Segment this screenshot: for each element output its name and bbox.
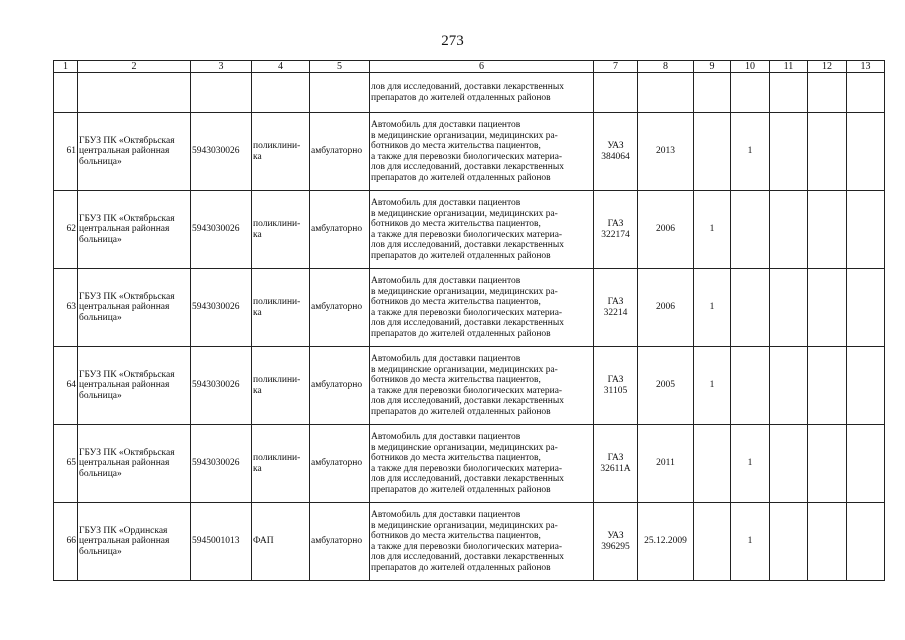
column-header: 2 [78,61,191,73]
table-row [54,425,885,503]
table-cell [770,73,808,113]
organization-cell: ГБУЗ ПК «Октябрьская центральная районная больница» [78,113,191,191]
column-header: 10 [731,61,770,73]
page-number: 273 [441,33,464,49]
purpose-line: в медицинские организации, медицинских ра- [371,520,558,531]
col11-cell [770,347,808,425]
year-cell: 2005 [638,347,694,425]
inn-cell: 5945001013 [191,503,252,581]
col12-cell [808,269,847,347]
purpose-cell [370,425,594,503]
vehicle-model-cell: ГАЗ 322174 [594,191,638,269]
care-mode-cell: амбулаторно [310,503,370,581]
col9-cell: 1 [694,191,731,269]
table-row [54,191,885,269]
col13-cell [847,191,885,269]
organization-cell: ГБУЗ ПК «Октябрьская центральная районная больница» [78,191,191,269]
row-number-cell: 65 [54,425,78,503]
table-cell [731,73,770,113]
purpose-line: ботников до места жительства пациентов, [371,453,541,463]
table-cell [54,73,78,113]
col10-cell [731,269,770,347]
purpose-line: Автомобиль для доставки пациентов [371,354,521,364]
purpose-line: ботников до места жительства пациентов, [371,219,541,229]
year-cell: 2006 [638,269,694,347]
col12-cell [808,347,847,425]
purpose-cell [370,347,594,425]
organization-cell: ГБУЗ ПК «Октябрьская центральная районная больница» [78,347,191,425]
purpose-cell [370,503,594,581]
column-header: 4 [252,61,310,73]
care-mode-cell: амбулаторно [310,191,370,269]
col10-cell [731,191,770,269]
year-cell: 2013 [638,113,694,191]
inn-cell: 5943030026 [191,191,252,269]
purpose-line: ботников до места жительства пациентов, [371,531,541,541]
column-header: 7 [594,61,638,73]
purpose-line: Автомобиль для доставки пациентов [371,510,521,520]
col9-cell [694,503,731,581]
row-number-cell: 66 [54,503,78,581]
purpose-line: в медицинские организации, медицинских ра- [371,286,558,297]
continuation-row [54,73,885,113]
purpose-line: лов для исследований, доставки лекарственных [371,474,564,484]
purpose-line: препаратов до жителей отдаленных районов [371,92,551,103]
purpose-line: лов для исследований, доставки лекарственных [371,396,564,406]
purpose-line: Автомобиль для доставки пациентов [371,276,521,286]
col11-cell [770,269,808,347]
purpose-line: лов для исследований, доставки лекарственных [371,82,564,92]
table-row [54,503,885,581]
purpose-cell [370,269,594,347]
year-cell: 25.12.2009 [638,503,694,581]
table-row [54,113,885,191]
unit-cell: поликлини-ка [252,191,310,269]
inn-cell: 5943030026 [191,425,252,503]
purpose-line: лов для исследований, доставки лекарственных [371,552,564,562]
col9-cell: 1 [694,269,731,347]
purpose-line: препаратов до жителей отдаленных районов [371,328,551,339]
organization-cell: ГБУЗ ПК «Октябрьская центральная районная больница» [78,425,191,503]
purpose-line: а также для перевозки биологических материа- [371,307,563,318]
vehicle-model-cell: УАЗ 384064 [594,113,638,191]
purpose-line: препаратов до жителей отдаленных районов [371,562,551,573]
purpose-line: в медицинские организации, медицинских ра- [371,364,558,375]
column-header: 9 [694,61,731,73]
col11-cell [770,191,808,269]
table-cell [594,73,638,113]
col9-cell: 1 [694,347,731,425]
purpose-line: в медицинские организации, медицинских ра- [371,130,558,141]
purpose-line: Автомобиль для доставки пациентов [371,120,521,130]
col11-cell [770,503,808,581]
row-number-cell: 64 [54,347,78,425]
row-number-cell: 63 [54,269,78,347]
unit-cell: поликлини-ка [252,347,310,425]
purpose-line: лов для исследований, доставки лекарственных [371,318,564,328]
vehicle-model-cell: ГАЗ 32214 [594,269,638,347]
unit-cell: поликлини-ка [252,425,310,503]
col11-cell [770,425,808,503]
table-row [54,269,885,347]
purpose-line: препаратов до жителей отдаленных районов [371,484,551,495]
column-header: 5 [310,61,370,73]
organization-cell: ГБУЗ ПК «Октябрьская центральная районная больница» [78,269,191,347]
purpose-line: а также для перевозки биологических материа- [371,151,563,162]
table-cell [694,73,731,113]
column-header: 8 [638,61,694,73]
column-header: 13 [847,61,885,73]
purpose-line: ботников до места жительства пациентов, [371,375,541,385]
purpose-line: ботников до места жительства пациентов, [371,297,541,307]
inn-cell: 5943030026 [191,113,252,191]
column-header: 3 [191,61,252,73]
col13-cell [847,347,885,425]
col10-cell: 1 [731,503,770,581]
inn-cell: 5943030026 [191,347,252,425]
purpose-line: Автомобиль для доставки пациентов [371,432,521,442]
unit-cell: поликлини-ка [252,269,310,347]
purpose-cell [370,113,594,191]
unit-cell: ФАП [252,503,310,581]
year-cell: 2011 [638,425,694,503]
table-cell [847,73,885,113]
care-mode-cell: амбулаторно [310,347,370,425]
column-header: 12 [808,61,847,73]
purpose-line: лов для исследований, доставки лекарственных [371,240,564,250]
col12-cell [808,113,847,191]
column-number-row [54,61,885,73]
col11-cell [770,113,808,191]
care-mode-cell: амбулаторно [310,113,370,191]
col10-cell [731,347,770,425]
purpose-line: ботников до места жительства пациентов, [371,141,541,151]
col12-cell [808,503,847,581]
care-mode-cell: амбулаторно [310,269,370,347]
table-cell [252,73,310,113]
purpose-line: Автомобиль для доставки пациентов [371,198,521,208]
col10-cell: 1 [731,113,770,191]
vehicle-table [53,60,885,581]
vehicle-model-cell: УАЗ 396295 [594,503,638,581]
col13-cell [847,425,885,503]
purpose-line: препаратов до жителей отдаленных районов [371,250,551,261]
unit-cell: поликлини-ка [252,113,310,191]
vehicle-model-cell: ГАЗ 32611А [594,425,638,503]
inn-cell: 5943030026 [191,269,252,347]
col9-cell [694,425,731,503]
purpose-cell [370,191,594,269]
purpose-line: а также для перевозки биологических материа- [371,385,563,396]
purpose-line: препаратов до жителей отдаленных районов [371,172,551,183]
col12-cell [808,191,847,269]
purpose-cell [370,73,594,113]
row-number-cell: 61 [54,113,78,191]
purpose-line: в медицинские организации, медицинских ра- [371,442,558,453]
purpose-line: а также для перевозки биологических материа- [371,541,563,552]
purpose-line: а также для перевозки биологических материа- [371,463,563,474]
table-cell [191,73,252,113]
purpose-line: а также для перевозки биологических материа- [371,229,563,240]
column-header: 1 [54,61,78,73]
table-cell [310,73,370,113]
purpose-line: лов для исследований, доставки лекарственных [371,162,564,172]
year-cell: 2006 [638,191,694,269]
care-mode-cell: амбулаторно [310,425,370,503]
row-number-cell: 62 [54,191,78,269]
column-header: 6 [370,61,594,73]
column-header: 11 [770,61,808,73]
vehicle-model-cell: ГАЗ 31105 [594,347,638,425]
col13-cell [847,113,885,191]
table-cell [78,73,191,113]
table-row [54,347,885,425]
purpose-line: препаратов до жителей отдаленных районов [371,406,551,417]
table-cell [638,73,694,113]
col13-cell [847,503,885,581]
purpose-line: в медицинские организации, медицинских ра- [371,208,558,219]
col13-cell [847,269,885,347]
organization-cell: ГБУЗ ПК «Ординская центральная районная больница» [78,503,191,581]
col10-cell: 1 [731,425,770,503]
table-cell [808,73,847,113]
col12-cell [808,425,847,503]
col9-cell [694,113,731,191]
